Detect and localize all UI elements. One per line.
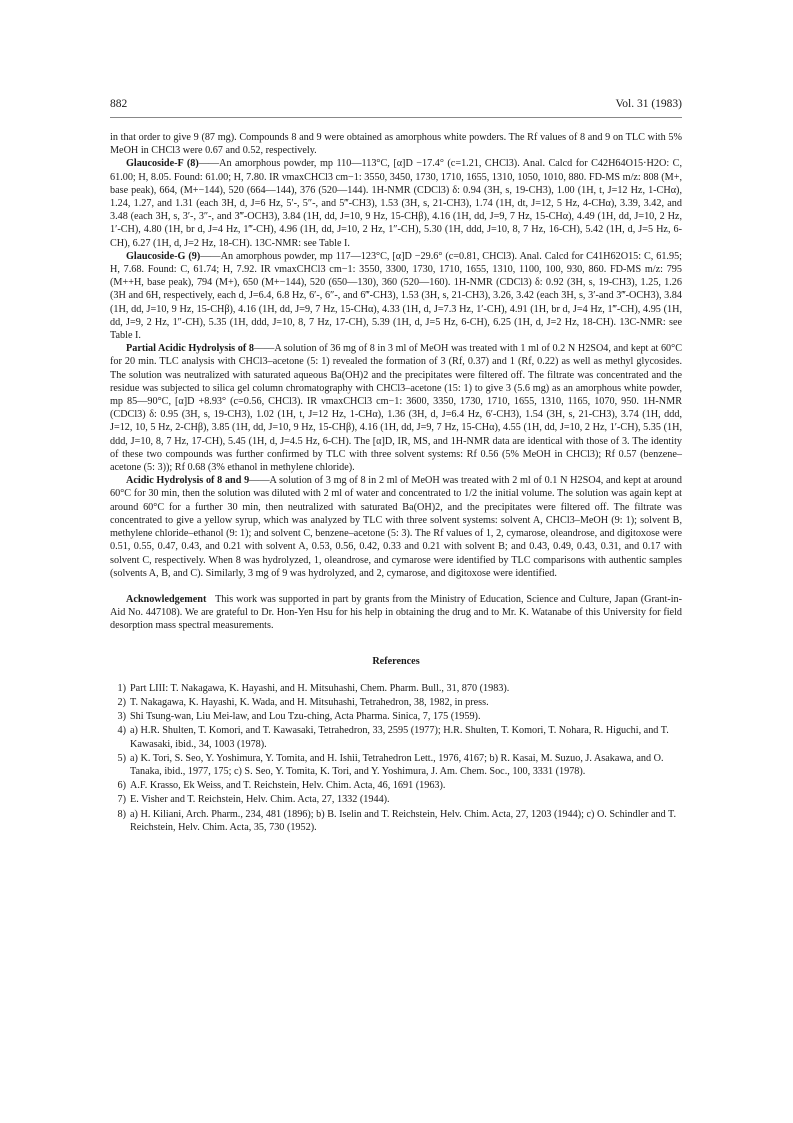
reference-text: a) H. Kiliani, Arch. Pharm., 234, 481 (1896); b) B. Iselin and T. Reichstein, Helv. Chim. Acta, 27, 1203 (1944); c) O. Schindler and T. Reichstein, Helv. Chim. Acta, 35, 730 (1952).: [130, 808, 677, 833]
header-rule: [110, 117, 682, 118]
acknowledgement: [110, 593, 682, 633]
reference-item: [110, 779, 682, 792]
reference-number: 2): [117, 696, 126, 708]
heading-partial-hydrolysis: Partial Acidic Hydrolysis of 8: [126, 343, 254, 355]
reference-number: 4): [117, 725, 126, 737]
reference-item: [110, 808, 682, 834]
reference-text: T. Nakagawa, K. Hayashi, K. Wada, and H. Mitsuhashi, Tetrahedron, 38, 1982, in press.: [130, 696, 489, 708]
text-glaucoside-f: ——An amorphous powder, mp 110—113°C, [α]D −17.4° (c=1.21, CHCl3). Anal. Calcd for C42H64O15·H2O: C, 61.00; H, 8.05. Found: 61.00; H, 7.80. IR νmaxCHCl3 cm−1: 3550, 3450, 1730, 1710, 1655, 1310, 1050, 1010, 880. FD-MS m/z: 808 (M+, base peak), 664, (M+−144), 520 (664—144), 376 (520—144). 1H-NMR (CDCl3) δ: 0.94 (3H, s, 19-CH3), 1.00 (1H, t, J=12 Hz, 1-CHα), 1.24, 1.27, and 1.31 (each 3H, d, J=6 Hz, 5′-, 5″-, and 5‴-CH3), 1.53 (3H, s, 21-CH3), 1.74 (1H, dt, J=12, 5 Hz, 4-CHα), 3.39, 3.42, and 3.48 (each 3H, s, 3′-, 3″-, and 3‴-OCH3), 3.84 (1H, dd, J=10, 9 Hz, 15-CHβ), 4.16 (1H, dd, J=9, 7 Hz, 15-CHα), 4.49 (1H, dd, J=10, 2 Hz, 1′-CH), 4.80 (1H, br d, J=4 Hz, 1‴-CH), 4.96 (1H, dd, J=10, 2 Hz, 1″-CH), 5.30 (1H, ddd, J=10, 8, 7 Hz, 16-CH), 5.42 (1H, d, J=5 Hz, 6-CH), 6.27 (1H, d, J=2 Hz, 18-CH). 13C-NMR: see Table I.: [110, 158, 683, 249]
paragraph-partial-hydrolysis: [110, 342, 682, 474]
reference-text: E. Visher and T. Reichstein, Helv. Chim. Acta, 27, 1332 (1944).: [130, 794, 390, 806]
reference-item: [110, 752, 682, 778]
text-glaucoside-g: ——An amorphous powder, mp 117—123°C, [α]D −29.6° (c=0.81, CHCl3). Anal. Calcd for C41H62O15: C, 61.95; H, 7.68. Found: C, 61.74; H, 7.92. IR νmaxCHCl3 cm−1: 3550, 3300, 1730, 1710, 1655, 1310, 1100, 100, 930, 860. FD-MS m/z: 795 (M++H, base peak), 794 (M+), 650 (M+−144), 520 (650—130), 360 (520—160). 1H-NMR (CDCl3) δ: 0.92 (3H, s, 19-CH3), 1.25, 1.26 (3H and 6H, respectively, each d, J=6.4, 6.8 Hz, 6′-, 6″-, and 6‴-CH3), 1.53 (3H, s, 21-CH3), 3.26, 3.42 (each 3H, s, 3′-and 3‴-OCH3), 3.84 (1H, dd, J=10, 9 Hz, 15-CHβ), 4.16 (1H, dd, J=9, 7 Hz, 15-CHα), 4.33 (1H, d, J=7.3 Hz, 1′-CH), 4.91 (1H, br d, J=4 Hz, 1‴-CH), 4.95 (1H, dd, J=9, 2 Hz, 1″-CH), 5.35 (1H, ddd, J=10, 8, 7 Hz, 17-CH), 5.39 (1H, d, J=5 Hz, 6-CH), 6.25 (1H, d, J=2 Hz, 18-CH). 13C-NMR: see Table I.: [110, 250, 683, 342]
references-title: References: [372, 655, 420, 667]
reference-text: Part LIII: T. Nakagawa, K. Hayashi, and H. Mitsuhashi, Chem. Pharm. Bull., 31, 870 (1983).: [130, 682, 510, 694]
reference-item: [110, 793, 682, 806]
heading-glaucoside-f: Glaucoside-F (8): [126, 158, 199, 170]
reference-item: [110, 710, 682, 723]
heading-glaucoside-g: Glaucoside-G (9): [126, 250, 201, 262]
reference-number: 7): [117, 794, 126, 806]
reference-item: [110, 696, 682, 709]
reference-number: 8): [117, 808, 126, 820]
heading-acidic-hydrolysis: Acidic Hydrolysis of 8 and 9: [126, 475, 250, 487]
paragraph-continuation: in that order to give 9 (87 mg). Compounds 8 and 9 were obtained as amorphous white powders. The Rf values of 8 and 9 on TLC with 5% MeOH in CHCl3 were 0.67 and 0.52, respectively.: [110, 132, 682, 157]
text-acidic-hydrolysis: ——A solution of 3 mg of 8 in 2 ml of MeOH was treated with 2 ml of 0.1 N H2SO4, and kept at around 60°C for 30 min, then the solution was diluted with 2 ml of water and concentrated to 1/2 the initial volume. The solution was again kept at around 60°C for a further 30 min, then neutralized with saturated Ba(OH)2, and the precipitates were filtered off. The filtrate was concentrated to give a yellow syrup, which was analyzed by TLC with three solvent systems: solvent A, CHCl3–MeOH (9: 1); solvent B, methylene chloride–ethanol (9: 1); and solvent C, benzene–acetone (5: 3). The Rf values of 1, 2, cymarose, oleandrose, and digitoxose were 0.51, 0.55, 0.47, 0.43, and 0.21 with solvent A, 0.53, 0.56, 0.42, 0.33 and 0.21 with solvent B; and 0.43, 0.49, 0.43, 0.31, and 0.17 with solvent C, respectively. When 8 was hydrolyzed, 1, oleandrose, and cymarose were identified by TLC comparisons with authentic samples (solvents A, B, and C). Similarly, 3 mg of 9 was hydrolyzed, and 2, cymarose, and digitoxose were identified.: [110, 475, 682, 579]
reference-number: 1): [117, 682, 126, 694]
reference-text: a) K. Tori, S. Seo, Y. Yoshimura, Y. Tomita, and H. Ishii, Tetrahedron Lett., 1976, 4167; b) R. Kasai, M. Suzuo, J. Asakawa, and O. Tanaka, ibid., 1977, 175; c) S. Seo, Y. Tomita, K. Tori, and Y. Yoshimura, J. Am. Chem. Soc., 100, 3331 (1978).: [130, 752, 664, 777]
reference-item: [110, 682, 682, 695]
reference-text: a) H.R. Shulten, T. Komori, and T. Kawasaki, Tetrahedron, 33, 2595 (1977); H.R. Shulten, T. Komori, T. Nohara, R. Higuchi, and T. Kawasaki, ibid., 34, 1003 (1978).: [130, 725, 669, 750]
paragraph-glaucoside-g: [110, 250, 682, 342]
text-partial-hydrolysis: ——A solution of 36 mg of 8 in 3 ml of MeOH was treated with 1 ml of 0.2 N H2SO4, and kept at 60°C for 20 min. TLC analysis with CHCl3–acetone (5: 1) revealed the formation of 3 (Rf, 0.37) and 1 (Rf, 0.22) as well as methyl glycosides. The solution was neutralized with saturated aqueous Ba(OH)2 and the precipitates were filtered off. The filtrate was concentrated and the residue was subjected to silica gel column chromatography with CHCl3–acetone (15: 1) to give 3 (5.6 mg) as an amorphous white powder, mp 85—90°C, [α]D +8.93° (c=0.56, CHCl3). IR νmaxCHCl3 cm−1: 3600, 3350, 1730, 1710, 1655, 1310, 1165, 1070, 950. 1H-NMR (CDCl3) δ: 0.95 (3H, s, 19-CH3), 1.02 (1H, t, J=12 Hz, 1-CHα), 1.36 (3H, d, J=6.4 Hz, 6′-CH3), 1.54 (3H, s, 21-CH3), 3.74 (1H, ddd, J=12, 10, 5 Hz, 2-CHβ), 3.85 (1H, dd, J=10, 9 Hz, 15-CHβ), 4.16 (1H, dd, J=9, 7 Hz, 15-CHα), 4.55 (1H, dd, J=10, 2 Hz, 1′-CH), 5.35 (1H, ddd, J=10, 8, 7 Hz, 17-CH), 5.45 (1H, d, J=4.5 Hz, 6-CH). The [α]D, IR, MS, and 1H-NMR data are identical with those of 3. The identity of these two compounds was further confirmed by TLC with three solvent systems: Rf 0.56 (5% MeOH in CHCl3); Rf 0.57 (benzene–acetone (5: 3)); Rf 0.68 (3% ethanol in methylene chloride).: [110, 343, 682, 474]
reference-number: 6): [117, 780, 126, 792]
reference-item: [110, 724, 682, 750]
reference-number: 3): [117, 711, 126, 723]
paragraph-acidic-hydrolysis: [110, 474, 682, 580]
page-number: 882: [110, 98, 128, 110]
volume-label: Vol. 31 (1983): [615, 98, 682, 110]
paragraph-glaucoside-f: [110, 157, 682, 249]
acknowledgement-text: This work was supported in part by grants from the Ministry of Education, Science and Culture, Japan (Grant-in-Aid No. 447108). We are grateful to Dr. Hon-Yen Hsu for his help in obtaining the drug and to Mr. K. Watanabe of this University for field desorption mass spectral measurements.: [110, 593, 683, 632]
acknowledgement-heading: Acknowledgement: [126, 593, 207, 605]
references-list: [110, 682, 682, 834]
reference-text: Shi Tsung-wan, Liu Mei-law, and Lou Tzu-ching, Acta Pharma. Sinica, 7, 175 (1959).: [130, 711, 481, 723]
article-body: [110, 131, 682, 835]
reference-number: 5): [117, 752, 126, 764]
reference-text: A.F. Krasso, Ek Weiss, and T. Reichstein, Helv. Chim. Acta, 46, 1691 (1963).: [130, 780, 446, 792]
page-header: [110, 98, 682, 114]
